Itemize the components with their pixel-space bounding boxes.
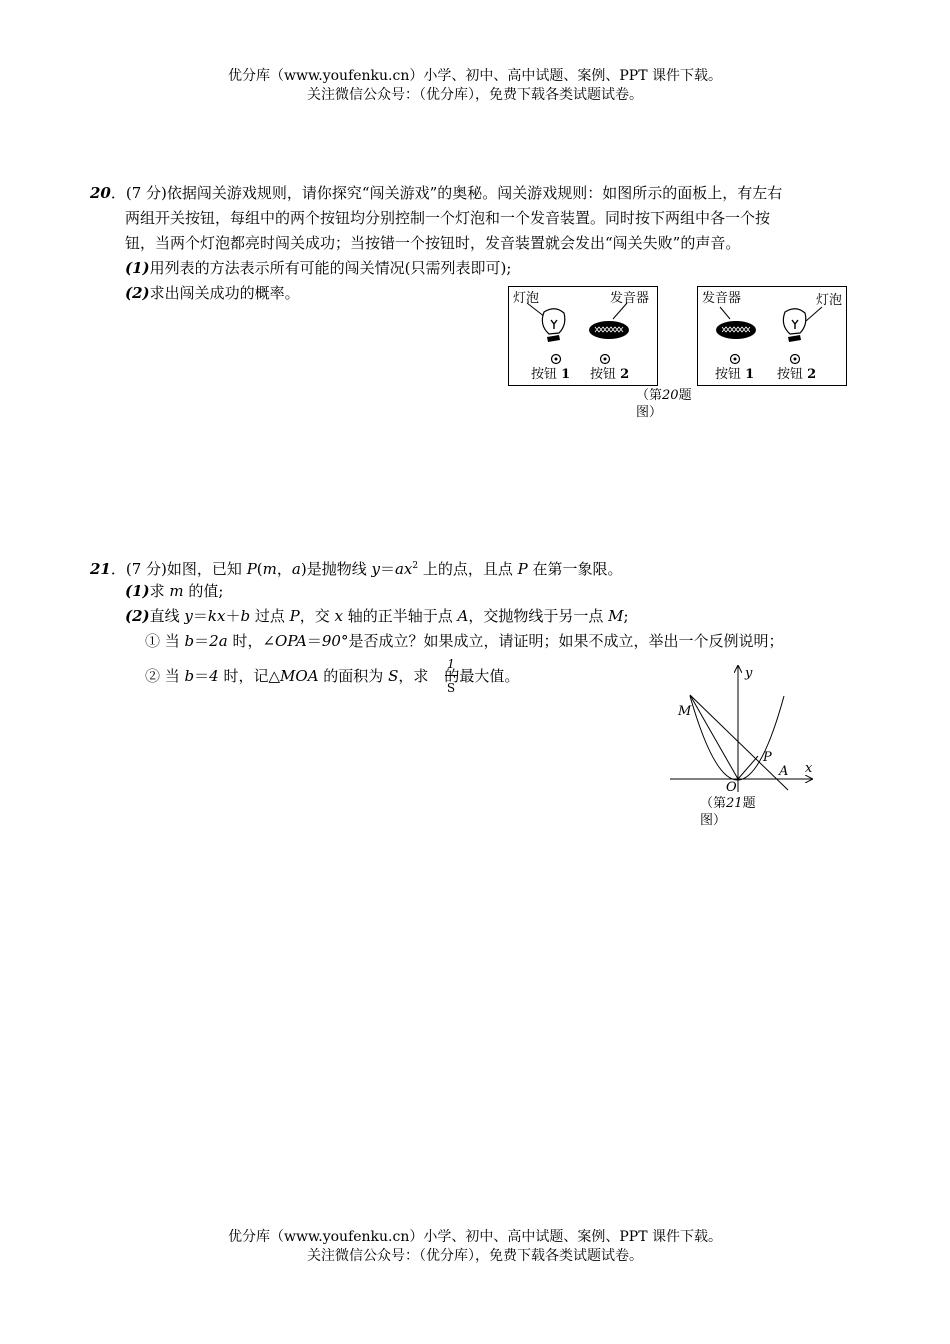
q21-sub1: ① 当 b＝2a 时，∠OPA＝90°是否成立？如果成立，请证明；如果不成立，举出一个反例说明； — [145, 632, 784, 650]
label-x: x — [805, 761, 813, 776]
panel-left-button1-label: 按钮 1 — [531, 367, 571, 382]
label-O: O — [726, 780, 737, 795]
panel-right-bulb-label: 灯泡 — [816, 293, 843, 308]
q20-line3: 钮，当两个灯泡都亮时闯关成功；当按错一个按钮时，发音装置就会发出“闯关失败”的声音。 — [125, 234, 741, 252]
q21-part2: (2)直线 y＝kx＋b 过点 P，交 x 轴的正半轴于点 A，交抛物线于另一点 M; — [125, 607, 629, 625]
q20-part2-label: (2) — [125, 284, 150, 302]
game-panel-left — [508, 286, 658, 386]
fraction-numerator: 1 — [447, 657, 455, 671]
q20-part1-text: 用列表的方法表示所有可能的闯关情况(只需列表即可); — [149, 259, 512, 277]
q20-figure-caption: （第20题 图） — [636, 388, 692, 420]
q20-number: 20 — [90, 184, 111, 202]
bulb-icon — [783, 307, 822, 342]
page-header-line1: 优分库（www.youfenku.cn）小学、初中、高中试题、案例、PPT 课件下载。 — [227, 68, 722, 84]
q21-part1: (1)求 m 的值; — [125, 582, 224, 600]
q21-intro: 21．(7 分)如图，已知 P(m，a)是抛物线 $y=ax^2$ 上的点，且点 P 在第一象限。 — [90, 560, 623, 578]
q21-number: 21 — [90, 560, 111, 578]
q20-part2 — [125, 282, 300, 304]
q20-line1: 20．(7 分)依据闯关游戏规则，请你探究“闯关游戏”的奥秘。闯关游戏规则：如图所示的面板上，有左右 — [90, 184, 783, 202]
page-header-line2: 关注微信公众号：（优分库），免费下载各类试题试卷。 — [307, 87, 643, 103]
label-y: y — [745, 666, 753, 681]
label-M: M — [678, 704, 692, 719]
q21-points: (7 分) — [125, 560, 167, 578]
q21-sub2: ② 当 b＝4 时，记△MOA 的面积为 S，求 的最大值。 — [145, 667, 520, 685]
panel-left-sounder-label: 发音器 — [610, 291, 650, 306]
q20-text-1: 依据闯关游戏规则，请你探究“闯关游戏”的奥秘。闯关游戏规则：如图所示的面板上，有左右 — [166, 184, 783, 202]
q21-figure-caption: （第21题 图） — [700, 796, 756, 828]
line-mp — [690, 695, 788, 790]
q20-part1 — [125, 257, 511, 279]
panel-right-button1-label: 按钮 1 — [715, 367, 755, 382]
panel-right-sounder-label: 发音器 — [702, 291, 742, 306]
q20-part2-text: 求出闯关成功的概率。 — [149, 284, 300, 302]
q20-part1-label: (1) — [125, 259, 150, 277]
panel-left-bulb-label: 灯泡 — [513, 291, 540, 306]
page-footer-line1: 优分库（www.youfenku.cn）小学、初中、高中试题、案例、PPT 课件下载。 — [227, 1229, 722, 1245]
label-P: P — [763, 750, 772, 765]
q21-parabola-graph — [668, 660, 818, 795]
q20-line2: 两组开关按钮，每组中的两个按钮均分别控制一个灯泡和一个发音装置。同时按下两组中各一个按 — [125, 209, 771, 227]
sounder-icon — [716, 307, 756, 339]
panel-right-button2-label: 按钮 2 — [777, 367, 817, 382]
panel-left-button2-label: 按钮 2 — [590, 367, 630, 382]
label-A: A — [779, 764, 789, 779]
segment-om — [690, 695, 738, 779]
bulb-icon — [527, 303, 565, 342]
game-panel-right — [697, 286, 847, 386]
fraction-denominator: S — [446, 681, 456, 695]
fraction-bar — [445, 675, 457, 676]
sounder-icon — [589, 303, 629, 339]
q20-points: (7 分) — [125, 184, 167, 202]
page-footer-line2: 关注微信公众号：（优分库），免费下载各类试题试卷。 — [307, 1248, 643, 1264]
